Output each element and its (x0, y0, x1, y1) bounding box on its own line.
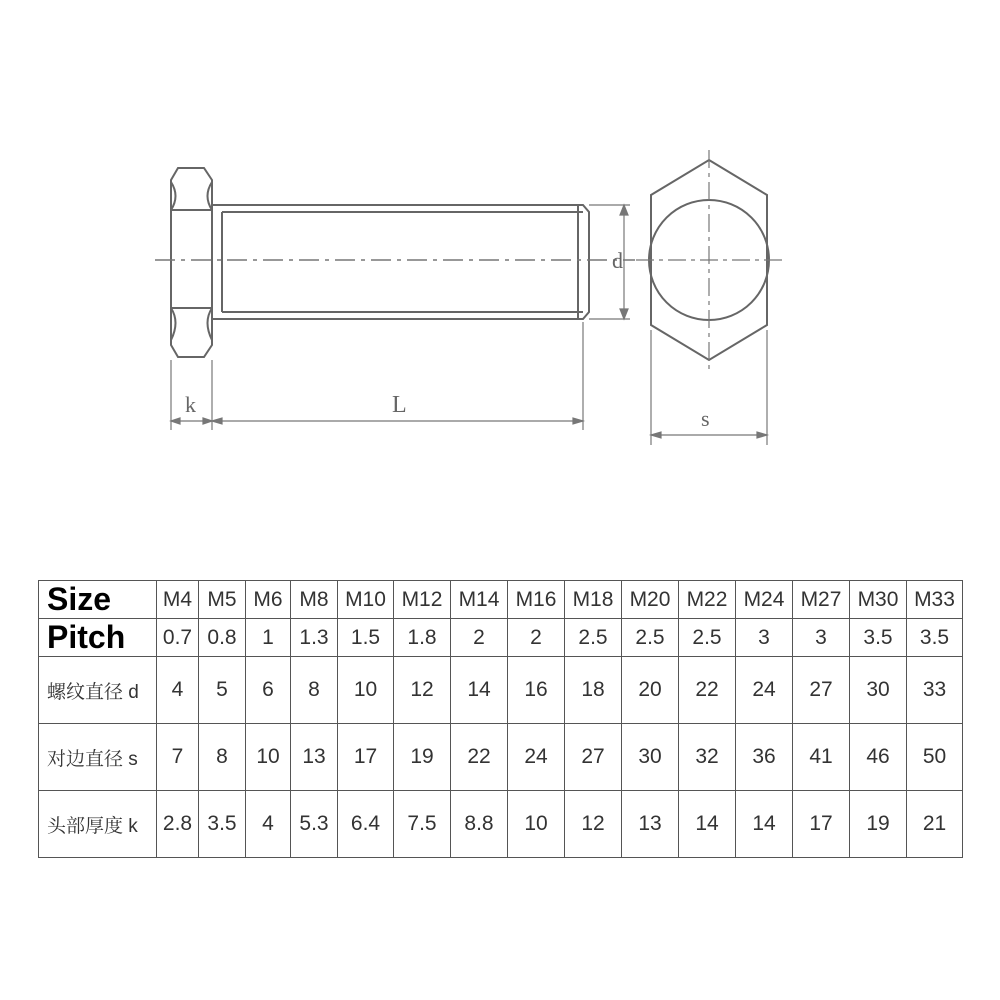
table-cell: 19 (394, 724, 451, 791)
table-cell: 13 (622, 791, 679, 858)
table-row (39, 581, 963, 619)
table-cell: 41 (793, 724, 850, 791)
label-d: d (612, 248, 623, 273)
table-cell: 14 (736, 791, 793, 858)
bolt-side-view (171, 168, 589, 357)
row-label: 头部厚度 k (39, 791, 157, 858)
table-cell: 6 (246, 657, 291, 724)
row-label: 对边直径 s (39, 724, 157, 791)
table-cell: M16 (508, 581, 565, 619)
table-cell: M12 (394, 581, 451, 619)
table-cell: 22 (679, 657, 736, 724)
table-cell: 3.5 (907, 619, 963, 657)
table-cell: 10 (246, 724, 291, 791)
table-cell: 3 (793, 619, 850, 657)
table-cell: 8.8 (451, 791, 508, 858)
table-cell: 1.3 (291, 619, 338, 657)
d-dimension (589, 205, 630, 319)
row-label: 螺纹直径 d (39, 657, 157, 724)
table-cell: 6.4 (338, 791, 394, 858)
table-cell: M10 (338, 581, 394, 619)
table-cell: 0.8 (199, 619, 246, 657)
label-k: k (185, 392, 196, 417)
table-cell: 2 (451, 619, 508, 657)
row-label: Pitch (39, 619, 157, 657)
table-cell: 30 (850, 657, 907, 724)
table-cell: 1 (246, 619, 291, 657)
table-cell: 2.5 (679, 619, 736, 657)
table-cell: 10 (508, 791, 565, 858)
table-cell: M30 (850, 581, 907, 619)
spec-table (38, 580, 963, 858)
table-cell: 5.3 (291, 791, 338, 858)
table-cell: 2.5 (622, 619, 679, 657)
end-view-centerlines (636, 150, 782, 372)
table-cell: 3 (736, 619, 793, 657)
table-cell: 4 (246, 791, 291, 858)
table-cell: 14 (451, 657, 508, 724)
table-cell: M20 (622, 581, 679, 619)
table-cell: 46 (850, 724, 907, 791)
table-cell: M14 (451, 581, 508, 619)
table-cell: 18 (565, 657, 622, 724)
bolt-shank (212, 205, 589, 319)
table-cell: 13 (291, 724, 338, 791)
table-cell: 22 (451, 724, 508, 791)
table-cell: M33 (907, 581, 963, 619)
table-cell: M18 (565, 581, 622, 619)
table-cell: M27 (793, 581, 850, 619)
table-cell: 12 (394, 657, 451, 724)
table-cell: 27 (793, 657, 850, 724)
table-cell: 3.5 (199, 791, 246, 858)
table-cell: M22 (679, 581, 736, 619)
table-cell: 21 (907, 791, 963, 858)
table-cell: 19 (850, 791, 907, 858)
table-cell: 2.8 (157, 791, 199, 858)
table-cell: M5 (199, 581, 246, 619)
table-cell: 36 (736, 724, 793, 791)
label-s: s (701, 406, 710, 431)
table-cell: 14 (679, 791, 736, 858)
table-cell: 7 (157, 724, 199, 791)
table-cell: 20 (622, 657, 679, 724)
label-L: L (392, 392, 407, 418)
table-cell: 33 (907, 657, 963, 724)
table-cell: 4 (157, 657, 199, 724)
table-cell: 7.5 (394, 791, 451, 858)
table-cell: 12 (565, 791, 622, 858)
bolt-head (171, 168, 212, 357)
row-label: Size (39, 581, 157, 619)
table-cell: M8 (291, 581, 338, 619)
table-cell: 2 (508, 619, 565, 657)
table-cell: 17 (793, 791, 850, 858)
table-cell: 1.5 (338, 619, 394, 657)
table-cell: 0.7 (157, 619, 199, 657)
table-cell: 32 (679, 724, 736, 791)
table-cell: M24 (736, 581, 793, 619)
table-cell: 8 (199, 724, 246, 791)
table-cell: M4 (157, 581, 199, 619)
table-cell: 16 (508, 657, 565, 724)
table-cell: M6 (246, 581, 291, 619)
table-cell: 24 (736, 657, 793, 724)
table-row (39, 724, 963, 791)
table-cell: 30 (622, 724, 679, 791)
table-cell: 1.8 (394, 619, 451, 657)
table-cell: 24 (508, 724, 565, 791)
table-cell: 8 (291, 657, 338, 724)
table-row (39, 657, 963, 724)
table-row (39, 791, 963, 858)
table-cell: 5 (199, 657, 246, 724)
table-cell: 27 (565, 724, 622, 791)
table-cell: 2.5 (565, 619, 622, 657)
table-cell: 50 (907, 724, 963, 791)
table-row (39, 619, 963, 657)
table-cell: 17 (338, 724, 394, 791)
table-cell: 3.5 (850, 619, 907, 657)
table-cell: 10 (338, 657, 394, 724)
